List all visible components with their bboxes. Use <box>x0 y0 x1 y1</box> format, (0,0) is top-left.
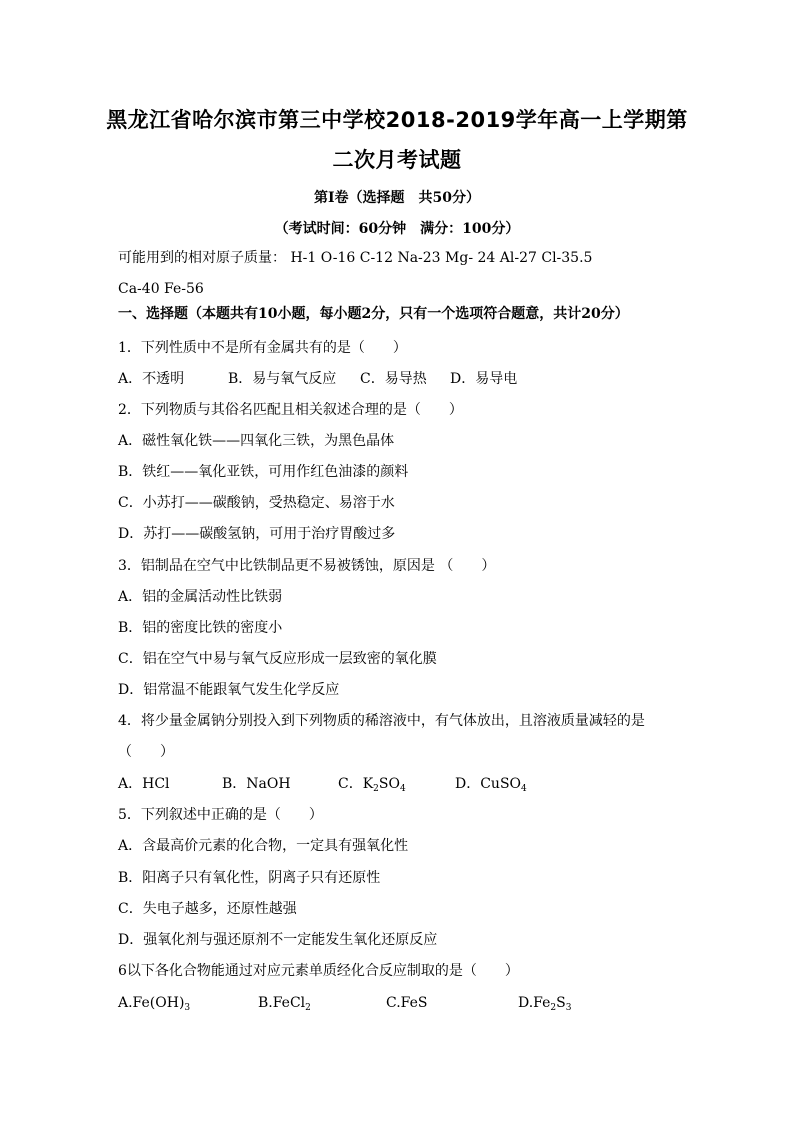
question-6-option-a-sub-1: 3 <box>184 1003 191 1013</box>
question-1-option-a: A．不透明 <box>118 371 185 387</box>
exam-info: （考试时间：60分钟 满分：100分） <box>274 221 520 237</box>
question-5-option-b: B．阳离子只有氧化性，阴离子只有还原性 <box>118 870 381 886</box>
question-4-option-c <box>338 774 406 794</box>
atomic-masses-line-2: Ca-40 Fe-56 <box>118 281 204 297</box>
exam-title-line-2: 二次月考试题 <box>332 148 462 172</box>
question-4-option-c-mid: SO <box>378 776 400 792</box>
question-2-option-c: C．小苏打——碳酸钠，受热稳定、易溶于水 <box>118 495 395 511</box>
question-6-option-d-sub-1: 2 <box>550 1003 557 1013</box>
question-4-option-a: A．HCl <box>118 776 170 792</box>
question-5-option-d: D．强氧化剂与强还原剂不一定能发生氧化还原反应 <box>118 932 438 948</box>
question-4-option-d <box>455 774 527 794</box>
question-3-option-a: A．铝的金属活动性比铁弱 <box>118 589 283 605</box>
atomic-masses-line-1: 可能用到的相对原子质量： H-1 O-16 C-12 Na-23 Mg- 24 Al-27 Cl-35.5 <box>118 250 593 266</box>
question-2-option-a: A．磁性氧化铁——四氧化三铁，为黑色晶体 <box>118 433 395 449</box>
volume-header: 第Ⅰ卷（选择题 共50分） <box>313 190 481 206</box>
question-6-option-b <box>258 993 311 1013</box>
question-1-option-b: B．易与氧气反应 <box>228 371 337 387</box>
question-6-option-a <box>118 993 190 1013</box>
question-6-stem: 6以下各化合物能通过对应元素单质经化合反应制取的是（ ） <box>118 963 519 979</box>
question-1-option-d: D．易导电 <box>450 371 518 387</box>
question-2-option-b: B．铁红——氧化亚铁，可用作红色油漆的颜料 <box>118 464 409 480</box>
question-4-option-b: B．NaOH <box>222 776 291 792</box>
question-5-option-a: A．含最高价元素的化合物，一定具有强氧化性 <box>118 838 409 854</box>
question-6-option-c: C.FeS <box>386 995 428 1011</box>
question-4-option-c-sub-2: 4 <box>399 784 406 794</box>
question-3-option-c: C．铝在空气中易与氧气反应形成一层致密的氧化膜 <box>118 651 437 667</box>
question-4-option-d-sub-1: 4 <box>521 784 527 794</box>
exam-title-line-1: 黑龙江省哈尔滨市第三中学校2018-2019学年高一上学期第 <box>106 108 688 132</box>
question-4-option-c-prefix: C．K <box>338 776 374 792</box>
question-3-option-b: B．铝的密度比铁的密度小 <box>118 620 283 636</box>
question-6-option-d-sub-2: 3 <box>565 1003 572 1013</box>
question-6-option-b-prefix: B.FeCl <box>258 995 306 1011</box>
section-header: 一、选择题（本题共有10小题，每小题2分，只有一个选项符合题意，共计20分） <box>118 306 629 322</box>
question-6-option-b-sub-1: 2 <box>305 1003 311 1013</box>
question-6-option-d-prefix: D.Fe <box>518 995 551 1011</box>
question-4-stem: 4．将少量金属钠分别投入到下列物质的稀溶液中，有气体放出，且溶液质量减轻的是 <box>118 713 645 729</box>
question-4-stem-continued: （ ） <box>118 744 174 760</box>
question-3-stem: 3．铝制品在空气中比铁制品更不易被锈蚀，原因是 （ ） <box>118 558 496 574</box>
question-2-option-d: D．苏打——碳酸氢钠，可用于治疗胃酸过多 <box>118 526 396 542</box>
question-4-option-d-prefix: D．CuSO <box>455 776 522 792</box>
question-1-option-c: C．易导热 <box>360 371 427 387</box>
question-6-option-a-prefix: A.Fe(OH) <box>118 995 185 1011</box>
question-6-option-d <box>518 993 571 1013</box>
question-6-option-d-mid: S <box>556 995 566 1011</box>
question-5-stem: 5．下列叙述中正确的是（ ） <box>118 807 323 823</box>
question-2-stem: 2．下列物质与其俗名匹配且相关叙述合理的是（ ） <box>118 402 463 418</box>
question-5-option-c: C．失电子越多，还原性越强 <box>118 901 297 917</box>
question-3-option-d: D．铝常温不能跟氧气发生化学反应 <box>118 682 340 698</box>
question-4-option-c-sub-1: 2 <box>373 784 379 794</box>
question-1-stem: 1．下列性质中不是所有金属共有的是（ ） <box>118 340 407 356</box>
